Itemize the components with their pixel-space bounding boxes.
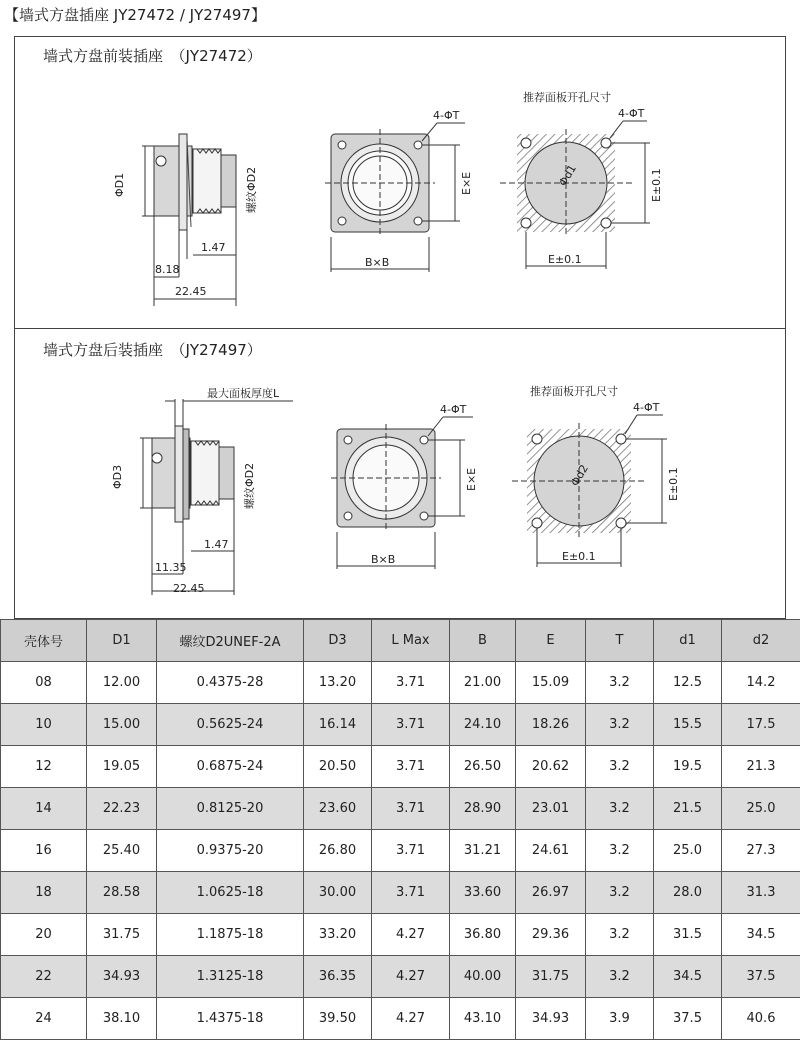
table-cell: 40.00 <box>450 956 516 998</box>
rear-cutout-title: 推荐面板开孔尺寸 <box>530 385 618 398</box>
table-cell: 3.71 <box>372 872 450 914</box>
rear-cut-ev-label: E±0.1 <box>667 467 680 501</box>
table-cell: 31.3 <box>722 872 800 914</box>
table-row <box>1 956 800 998</box>
table-row <box>1 830 800 872</box>
table-cell: 3.2 <box>586 956 654 998</box>
table-cell: 26.97 <box>516 872 586 914</box>
table-cell: 23.60 <box>304 788 372 830</box>
front-cut-eh-label: E±0.1 <box>548 253 582 266</box>
rear-mount-panel <box>14 329 786 619</box>
table-cell: 39.50 <box>304 998 372 1040</box>
table-cell: 40.6 <box>722 998 800 1040</box>
col-header: B <box>450 620 516 662</box>
rear-ee-label: E×E <box>465 467 478 491</box>
table-cell: 12.5 <box>654 662 722 704</box>
table-cell: 25.0 <box>722 788 800 830</box>
table-cell: 15.09 <box>516 662 586 704</box>
table-cell: 18 <box>1 872 87 914</box>
table-cell: 31.75 <box>516 956 586 998</box>
table-row <box>1 788 800 830</box>
table-cell: 3.2 <box>586 746 654 788</box>
table-cell: 34.5 <box>722 914 800 956</box>
table-cell: 25.40 <box>87 830 157 872</box>
col-header: 壳体号 <box>1 620 87 662</box>
rear-cut-holes-label: 4-ΦT <box>633 401 660 414</box>
front-cutout-view <box>500 121 650 269</box>
front-section-title: 墙式方盘前装插座 （JY27472） <box>43 47 262 65</box>
table-cell: 33.20 <box>304 914 372 956</box>
table-cell: 21.5 <box>654 788 722 830</box>
table-cell: 4.27 <box>372 998 450 1040</box>
table-cell: 28.58 <box>87 872 157 914</box>
table-cell: 3.2 <box>586 914 654 956</box>
rear-len-2: 11.35 <box>155 561 187 574</box>
table-cell: 16 <box>1 830 87 872</box>
front-cut-ev-label: E±0.1 <box>650 168 663 202</box>
table-cell: 3.2 <box>586 788 654 830</box>
front-cut-d-label: Φd1 <box>556 162 579 189</box>
table-cell: 34.93 <box>87 956 157 998</box>
table-cell: 25.0 <box>654 830 722 872</box>
table-cell: 22 <box>1 956 87 998</box>
col-header: T <box>586 620 654 662</box>
front-ee-label: E×E <box>460 171 473 195</box>
table-cell: 24.10 <box>450 704 516 746</box>
front-flange-view <box>325 123 465 272</box>
table-cell: 0.8125-20 <box>157 788 304 830</box>
front-d1-label: ΦD1 <box>113 172 126 197</box>
table-cell: 22.23 <box>87 788 157 830</box>
rear-len-1: 1.47 <box>204 538 229 551</box>
table-cell: 43.10 <box>450 998 516 1040</box>
table-cell: 37.5 <box>722 956 800 998</box>
table-cell: 24 <box>1 998 87 1040</box>
front-len-3: 22.45 <box>175 285 207 298</box>
rear-cutout-view <box>512 415 667 567</box>
table-cell: 20.50 <box>304 746 372 788</box>
table-cell: 1.4375-18 <box>157 998 304 1040</box>
table-cell: 28.0 <box>654 872 722 914</box>
table-cell: 31.21 <box>450 830 516 872</box>
page-title: 【墙式方盘插座 JY27472 / JY27497】 <box>4 6 266 24</box>
table-cell: 15.00 <box>87 704 157 746</box>
table-cell: 29.36 <box>516 914 586 956</box>
table-cell: 3.2 <box>586 662 654 704</box>
table-cell: 0.9375-20 <box>157 830 304 872</box>
table-cell: 15.5 <box>654 704 722 746</box>
table-cell: 28.90 <box>450 788 516 830</box>
table-header-row <box>1 620 800 662</box>
table-cell: 21.00 <box>450 662 516 704</box>
table-cell: 34.5 <box>654 956 722 998</box>
table-row <box>1 914 800 956</box>
rear-plate-label: 最大面板厚度L <box>207 387 280 400</box>
table-row <box>1 872 800 914</box>
front-side-view <box>142 134 236 306</box>
table-cell: 12 <box>1 746 87 788</box>
table-cell: 33.60 <box>450 872 516 914</box>
rear-thread-label: 螺纹ΦD2 <box>243 462 256 509</box>
table-cell: 36.35 <box>304 956 372 998</box>
rear-section-title: 墙式方盘后装插座 （JY27497） <box>43 341 262 359</box>
spec-table <box>0 619 800 1040</box>
front-holes-label: 4-ΦT <box>433 109 460 122</box>
rear-holes-label: 4-ΦT <box>440 403 467 416</box>
col-header: L Max <box>372 620 450 662</box>
table-cell: 23.01 <box>516 788 586 830</box>
table-cell: 26.50 <box>450 746 516 788</box>
table-cell: 16.14 <box>304 704 372 746</box>
front-len-1: 1.47 <box>201 241 226 254</box>
table-cell: 1.0625-18 <box>157 872 304 914</box>
col-header: D3 <box>304 620 372 662</box>
table-cell: 3.2 <box>586 872 654 914</box>
table-cell: 3.71 <box>372 704 450 746</box>
rear-d3-label: ΦD3 <box>111 464 124 489</box>
table-cell: 36.80 <box>450 914 516 956</box>
front-cut-holes-label: 4-ΦT <box>618 107 645 120</box>
table-cell: 38.10 <box>87 998 157 1040</box>
col-header: d1 <box>654 620 722 662</box>
table-cell: 3.2 <box>586 830 654 872</box>
rear-bb-label: B×B <box>371 553 396 566</box>
table-cell: 27.3 <box>722 830 800 872</box>
table-cell: 0.4375-28 <box>157 662 304 704</box>
rear-cut-d-label: Φd2 <box>568 462 591 489</box>
rear-flange-view <box>331 417 473 569</box>
front-len-2: 8.18 <box>155 263 180 276</box>
table-cell: 13.20 <box>304 662 372 704</box>
col-header: d2 <box>722 620 800 662</box>
front-thread-label: 螺纹ΦD2 <box>245 166 258 213</box>
table-cell: 1.1875-18 <box>157 914 304 956</box>
table-cell: 3.71 <box>372 830 450 872</box>
table-cell: 31.75 <box>87 914 157 956</box>
table-cell: 4.27 <box>372 914 450 956</box>
table-cell: 17.5 <box>722 704 800 746</box>
table-cell: 4.27 <box>372 956 450 998</box>
front-bb-label: B×B <box>365 256 390 269</box>
rear-len-3: 22.45 <box>173 582 205 595</box>
table-cell: 3.71 <box>372 662 450 704</box>
table-cell: 34.93 <box>516 998 586 1040</box>
table-cell: 0.5625-24 <box>157 704 304 746</box>
front-drawings <box>15 37 787 330</box>
rear-drawings <box>15 329 787 619</box>
table-cell: 20 <box>1 914 87 956</box>
table-cell: 1.3125-18 <box>157 956 304 998</box>
table-row <box>1 662 800 704</box>
table-cell: 3.71 <box>372 746 450 788</box>
table-row <box>1 746 800 788</box>
table-cell: 3.2 <box>586 704 654 746</box>
table-cell: 37.5 <box>654 998 722 1040</box>
table-row <box>1 998 800 1040</box>
table-cell: 24.61 <box>516 830 586 872</box>
front-cutout-title: 推荐面板开孔尺寸 <box>523 91 611 104</box>
table-cell: 0.6875-24 <box>157 746 304 788</box>
table-cell: 31.5 <box>654 914 722 956</box>
front-mount-panel <box>14 36 786 329</box>
table-cell: 20.62 <box>516 746 586 788</box>
table-cell: 10 <box>1 704 87 746</box>
table-cell: 12.00 <box>87 662 157 704</box>
table-cell: 26.80 <box>304 830 372 872</box>
col-header: D1 <box>87 620 157 662</box>
table-cell: 19.5 <box>654 746 722 788</box>
table-cell: 21.3 <box>722 746 800 788</box>
table-cell: 30.00 <box>304 872 372 914</box>
table-row <box>1 704 800 746</box>
table-cell: 18.26 <box>516 704 586 746</box>
table-cell: 3.9 <box>586 998 654 1040</box>
table-cell: 14.2 <box>722 662 800 704</box>
col-header: 螺纹D2UNEF-2A <box>157 620 304 662</box>
rear-cut-eh-label: E±0.1 <box>562 550 596 563</box>
col-header: E <box>516 620 586 662</box>
table-cell: 19.05 <box>87 746 157 788</box>
table-cell: 3.71 <box>372 788 450 830</box>
table-cell: 14 <box>1 788 87 830</box>
table-body <box>1 662 800 1040</box>
table-cell: 08 <box>1 662 87 704</box>
